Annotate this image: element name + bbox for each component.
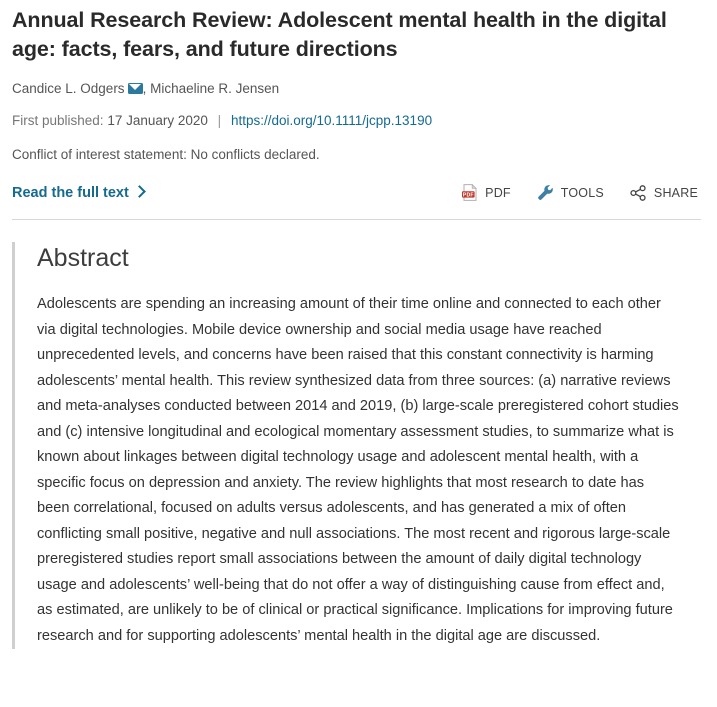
chevron-right-icon (133, 185, 146, 198)
read-full-text-label: Read the full text (12, 184, 129, 201)
abstract-heading: Abstract (37, 244, 129, 272)
share-label: SHARE (653, 185, 698, 200)
abstract-text: Adolescents are spending an increasing amount of their time online and connected to each other via digital technologies. Mobile device ownership and social media usage have reached unprecedented levels, and concerns have been raised that this constant connectivity is harming adolescents’ mental health. This review synthesized data from three sources: (a) narrative reviews and meta-analyses conducted between 2014 and 2019, (b) large-scale preregistered cohort studies and (c) intensive longitudinal and ecological momentary assessment studies, to summarize what is known about linkages between digital technology usage and adolescent mental health, with a specific focus on depression and anxiety. The review highlights that most research to date has been correlational, focused on adults versus adolescents, and has generated a mix of often conflicting small positive, negative and null associations. The most recent and rigorous large-scale preregistered studies report small associations between the amount of daily digital technology usage and adolescents’ well-being that do not offer a way of distinguishing cause from effect and, as estimated, are unlikely to be of clinical or practical significance. Implications for improving future research and for supporting adolescents’ mental health in the digital age are discussed. (37, 296, 679, 644)
pdf-label: PDF (485, 185, 511, 200)
tools-button[interactable] (537, 184, 604, 201)
pdf-icon (462, 184, 478, 201)
conflict-of-interest-statement: Conflict of interest statement: No conflicts declared. (12, 147, 320, 162)
share-button[interactable] (630, 185, 698, 201)
doi-link[interactable]: https://doi.org/10.1111/jcpp.13190 (230, 113, 433, 128)
section-divider (12, 219, 701, 220)
author-separator: , (142, 81, 147, 96)
page-title: Annual Research Review: Adolescent mental health in the digital age: facts, fears, and future directions (12, 8, 667, 61)
tools-group (462, 184, 698, 201)
article-page (0, 6, 717, 649)
svg-text:PDF: PDF (462, 192, 474, 199)
first-published-label: First published: (12, 113, 104, 128)
author-name-primary[interactable]: Candice L. Odgers (12, 81, 125, 96)
first-published-date: 17 January 2020 (107, 113, 208, 128)
wrench-icon (537, 184, 554, 201)
publication-info (12, 112, 701, 130)
tools-label: TOOLS (560, 185, 604, 200)
pdf-button[interactable] (462, 184, 511, 201)
read-full-text-link[interactable] (12, 185, 144, 201)
pubinfo-separator: | (217, 113, 222, 128)
share-icon (630, 185, 647, 201)
author-name-secondary[interactable]: Michaeline R. Jensen (150, 81, 280, 96)
abstract-section (12, 242, 701, 649)
envelope-icon[interactable] (128, 83, 143, 94)
author-list (12, 80, 701, 98)
article-actions-row (12, 184, 701, 201)
